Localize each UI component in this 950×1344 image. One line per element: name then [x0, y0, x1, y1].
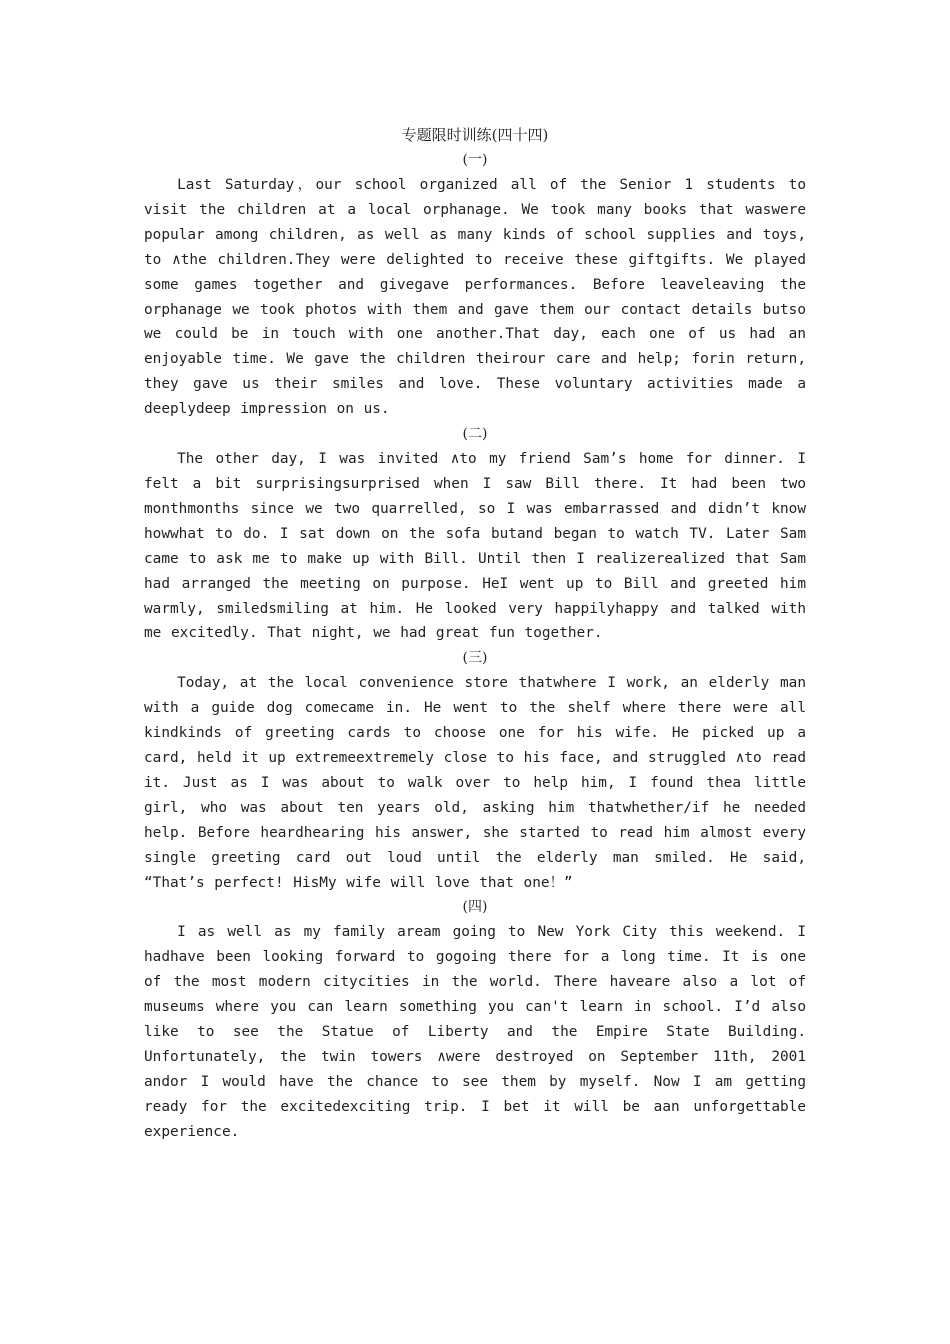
section-label: (二) [462, 426, 488, 443]
section-2 [144, 422, 806, 646]
section-paragraph: The other day, I was invited ∧to my friend Sam’s home for dinner. I felt a bit surprisingsurprised when I saw Bill there. It had been two monthmonths since we two quarrelled, so I was embarrassed and didn’t know howwhat to do. I sat down on the sofa butand began to watch TV. Later Sam came to ask me to make up with Bill. Until then I realizerealized that Sam had arranged the meeting on purpose. HeI went up to Bill and greeted him warmly, smiledsmiling at him. He looked very happilyhappy and talked with me excitedly. That night, we had great fun together. [144, 451, 806, 642]
document-title: 专题限时训练(四十四) [401, 126, 549, 144]
document-page [144, 123, 806, 1145]
section-1 [144, 148, 806, 422]
section-paragraph: Today, at the local convenience store thatwhere I work, an elderly man with a guide dog comecame in. He went to the shelf where there were all kindkinds of greeting cards to choose one for his wife. He picked up a card, held it up extremeextremely close to his face, and struggled ∧to read it. Just as I was about to walk over to help him, I found thea little girl, who was about ten years old, asking him thatwhether/if he needed help. Before heardhearing his answer, she started to read him almost every single greeting card out loud until the elderly man smiled. He said, “That’s perfect! HisMy wife will love that one！” [144, 675, 806, 891]
section-label: (三) [462, 650, 488, 667]
section-paragraph: Last Saturday，our school organized all of the Senior 1 students to visit the children at a local orphanage. We took many books that waswere popular among children, as well as many kinds of school supplies and toys, to ∧the children.They were delighted to receive these giftgifts. We played some games together and givegave performances. Before leaveleaving the orphanage we took photos with them and gave them our contact details butso we could be in touch with one another.That day, each one of us had an enjoyable time. We gave the children theirour care and help; forin return, they gave us their smiles and love. These voluntary activities made a deeplydeep impression on us. [144, 177, 806, 418]
section-3 [144, 646, 806, 895]
section-label: (一) [462, 152, 488, 168]
section-label: (四) [462, 899, 488, 916]
section-4 [144, 895, 806, 1144]
section-paragraph: I as well as my family aream going to New York City this weekend. I hadhave been looking forward to gogoing there for a long time. It is one of the most modern citycities in the world. There haveare also a lot of museums where you can learn something you can't learn in school. I’d also like to see the Statue of Liberty and the Empire State Building. Unfortunately, the twin towers ∧were destroyed on September 11th, 2001 andor I would have the chance to see them by myself. Now I am getting ready for the excitedexciting trip. I bet it will be aan unforgettable experience. [144, 924, 806, 1140]
